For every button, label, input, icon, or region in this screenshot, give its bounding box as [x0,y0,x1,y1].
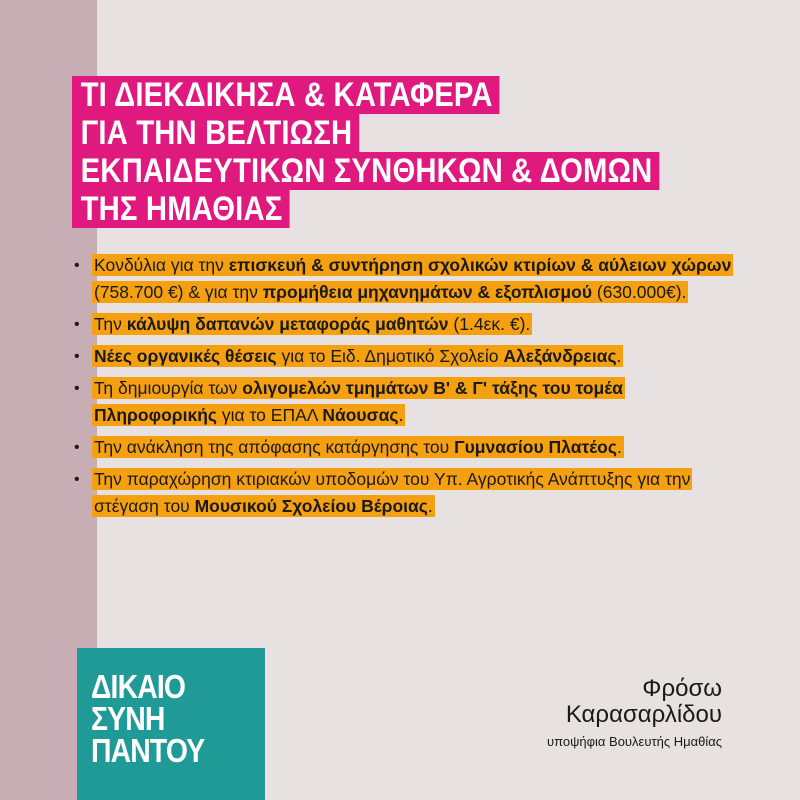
list-item [72,311,732,338]
bold-segment: Νάουσας [322,405,399,425]
text-segment: (630.000€). [592,282,687,302]
headline-line: ΤΗΣ ΗΜΑΘΙΑΣ [72,190,289,228]
list-item [72,252,732,306]
candidate-role: υποψήφια Βουλευτής Ημαθίας [546,734,722,749]
text-segment: . [398,405,404,425]
bold-segment: Μουσικού Σχολείου Βέροιας [194,496,428,516]
bold-segment: Αλεξάνδρειας [503,346,617,366]
list-item [72,343,732,370]
highlight [92,468,692,517]
text-segment: . [427,496,433,516]
bold-segment: Γυμνασίου Πλατέος [454,437,617,457]
highlight [92,313,532,335]
text-segment: Την ανάκληση της απόφασης κατάργησης του [94,437,455,457]
logo-line: ΠΑΝΤΟΥ [91,732,205,769]
text-segment: Την παραχώρηση κτιριακών υποδομών του Υπ. Αγροτικής Ανάπτυξης για την στέγαση του [94,469,691,516]
candidate-last-name: Καρασαρλίδου [565,701,722,728]
bullet-icon: • [74,439,80,456]
list-item-text [92,434,732,461]
logo-line: ΣΥΝΗ [91,700,165,737]
bold-segment: κάλυψη δαπανών μεταφοράς μαθητών [126,314,449,334]
headline-line: ΕΚΠΑΙΔΕΥΤΙΚΩΝ ΣΥΝΘΗΚΩΝ & ΔΟΜΩΝ [72,152,659,190]
highlight [92,436,624,458]
bold-segment: ολιγομελών τμημάτων Β' & Γ' τάξης του τομέα Πληροφορικής [94,378,623,425]
bullet-icon: • [74,257,80,274]
text-segment: Την [94,314,127,334]
text-segment: . [616,437,622,457]
list-item [72,466,732,520]
list-item-text [92,343,732,370]
highlight [92,345,623,367]
text-segment: . [616,346,622,366]
bold-segment: προμήθεια μηχανημάτων & εξοπλισμού [262,282,593,302]
list-item [72,375,732,429]
headline-line: ΤΙ ΔΙΕΚΔΙΚΗΣΑ & ΚΑΤΑΦΕΡΑ [72,76,500,114]
list-item-text [92,311,732,338]
bullet-icon: • [74,380,80,397]
bullet-icon: • [74,471,80,488]
bullet-icon: • [74,316,80,333]
text-segment: για το Ειδ. Δημοτικό Σχολείο [276,346,504,366]
text-segment: (758.700 €) & για την [94,282,263,302]
highlight [92,377,625,426]
headline-line: ΓΙΑ ΤΗΝ ΒΕΛΤΙΩΣΗ [72,114,359,152]
candidate-first-name: Φρόσω [642,675,722,702]
bullet-icon: • [74,348,80,365]
text-segment: για το ΕΠΑΛ [217,405,323,425]
list-item [72,434,732,461]
bold-segment: επισκευή & συντήρηση σχολικών κτιρίων & αύλειων χώρων [228,255,732,275]
achievements-list [72,252,732,525]
list-item-text [92,252,732,306]
candidate-signature [547,676,722,752]
text-segment: (1.4εκ. €). [448,314,531,334]
list-item-text [92,375,732,429]
highlight [92,254,733,303]
list-item-text [92,466,732,520]
bold-segment: Νέες οργανικές θέσεις [94,346,277,366]
text-segment: Τη δημιουργία των [94,378,243,398]
headline [72,76,752,228]
logo [77,648,265,800]
logo-line: ΔΙΚΑΙΟ [91,668,186,705]
text-segment: Κονδύλια για την [94,255,229,275]
